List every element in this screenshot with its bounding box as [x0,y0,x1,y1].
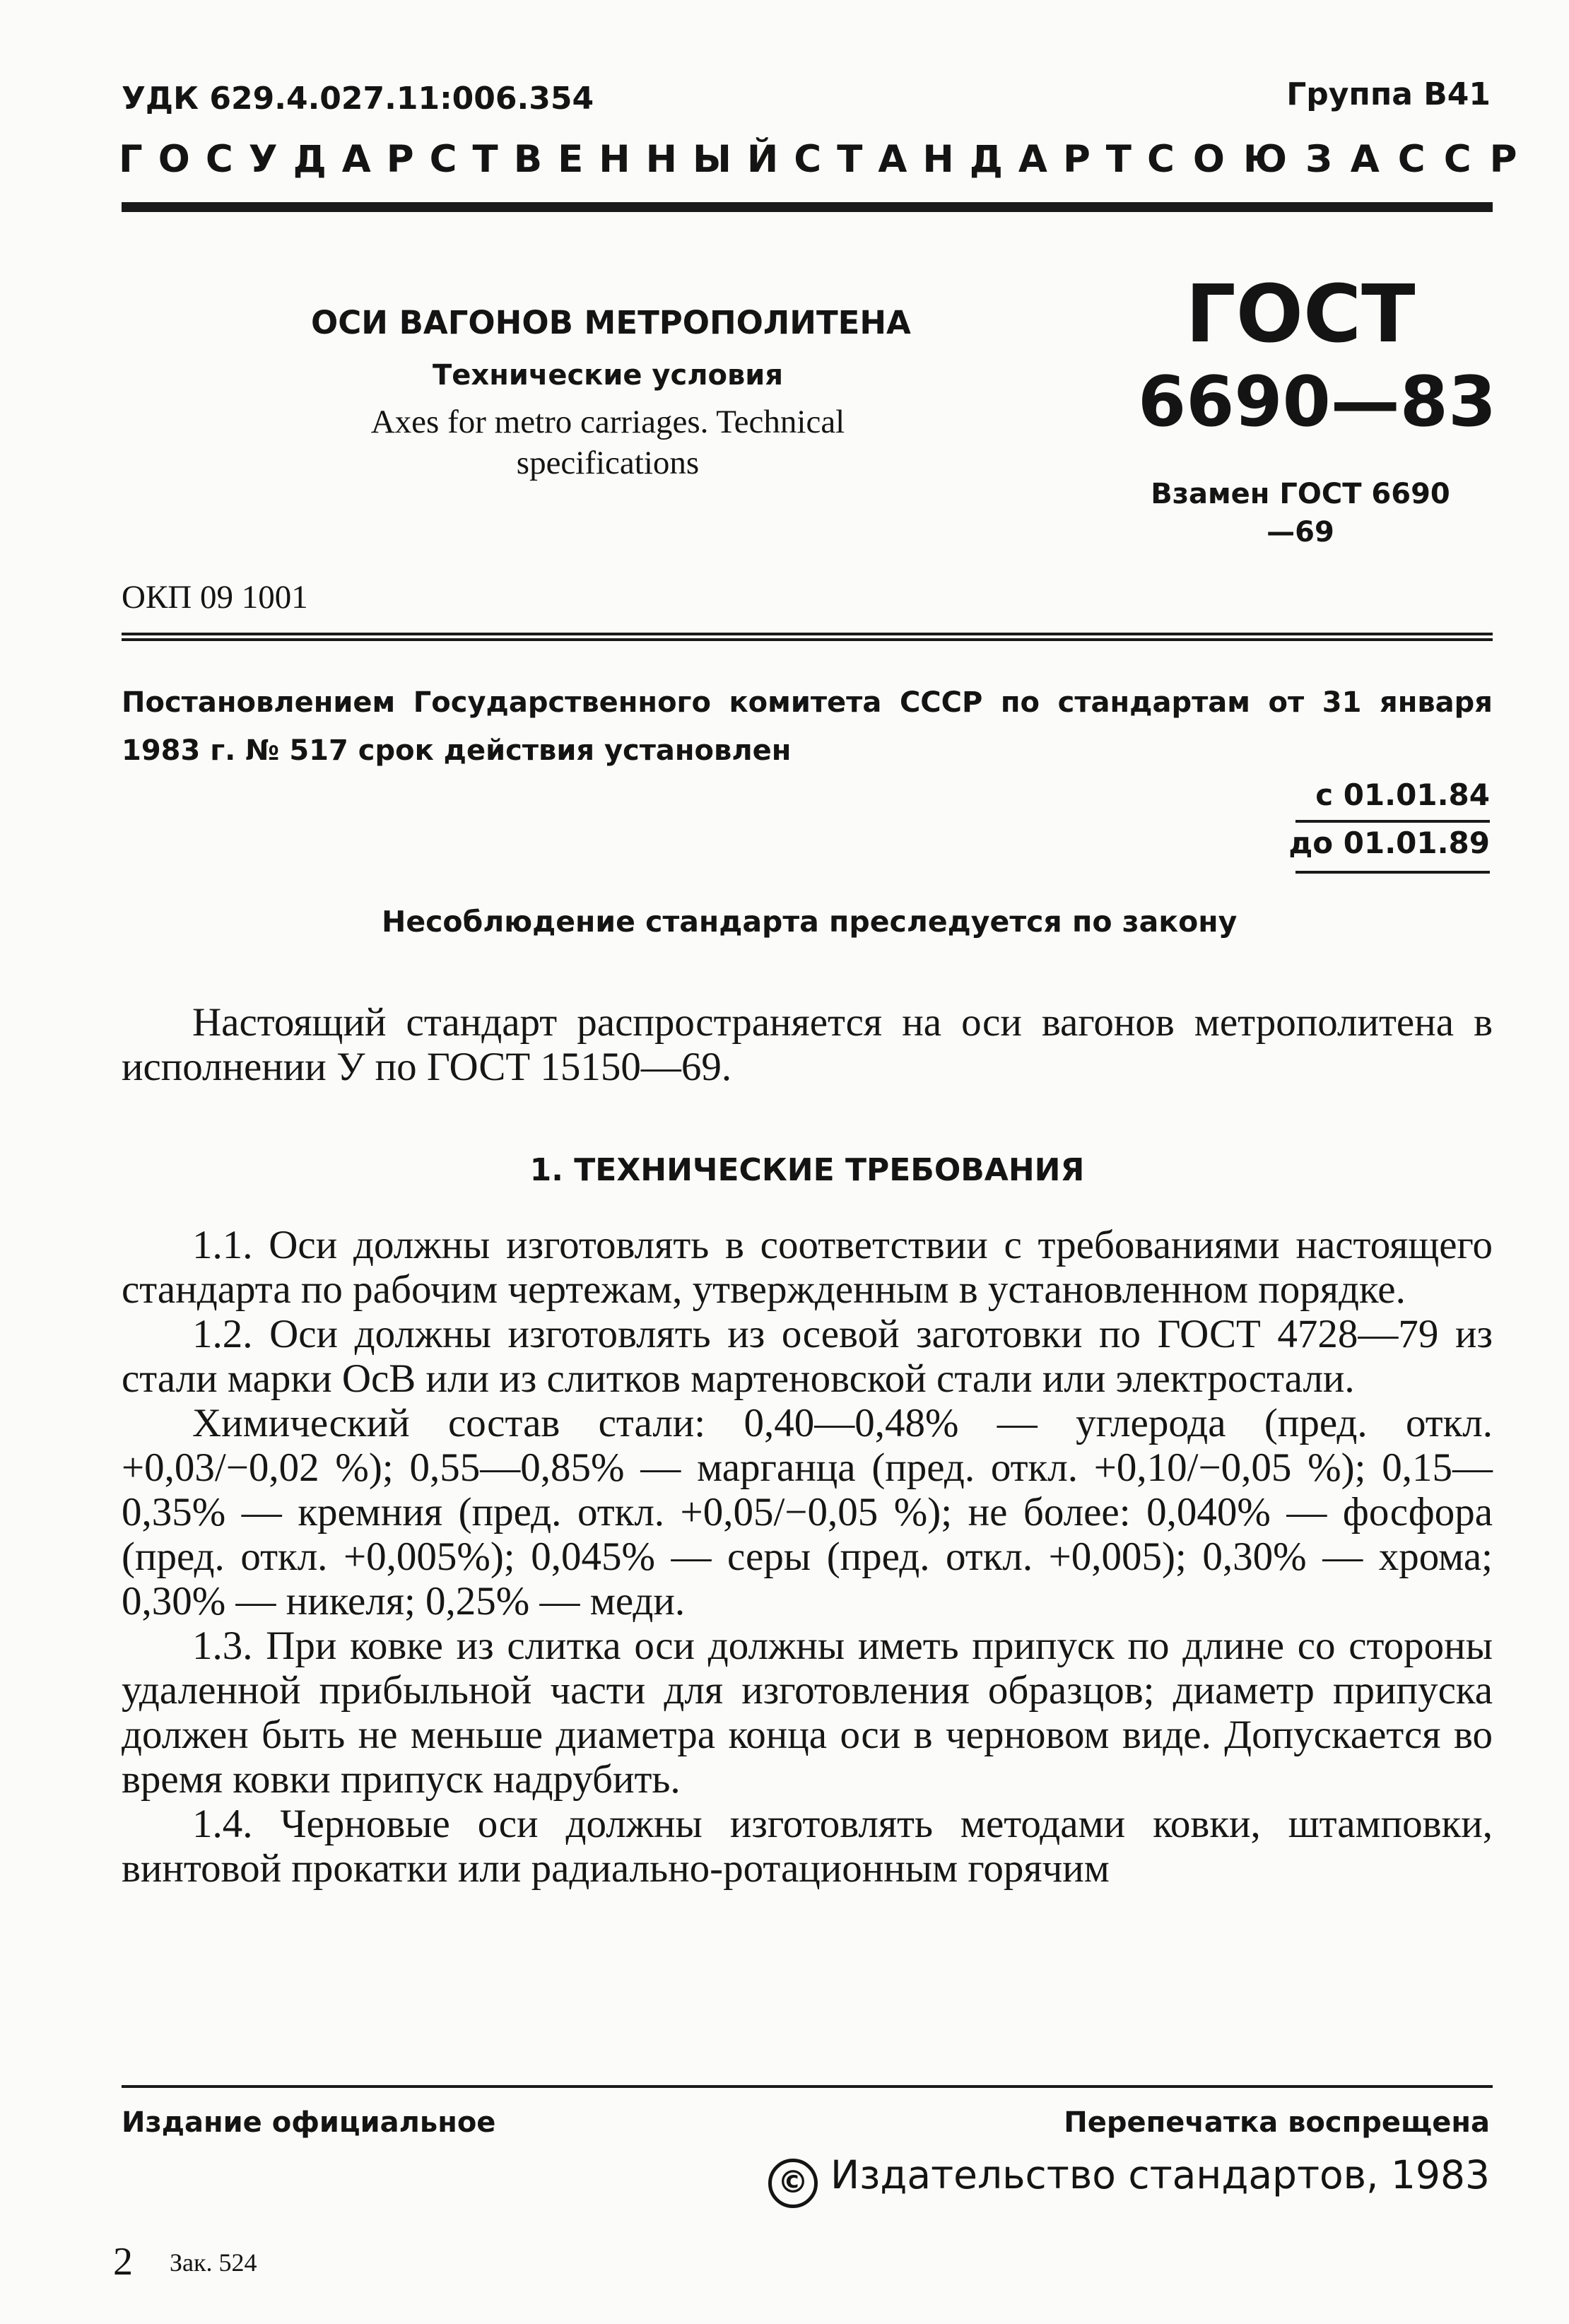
order-number: Зак. 524 [170,2248,257,2277]
date-divider [1295,820,1490,823]
publisher-text: Издательство стандартов, 1983 [830,2152,1490,2197]
clause-1-4: 1.4. Черновые оси должны изготовлять методами ковки, штамповки, винтовой прокатки или радиально-ротационным горячим [122,1802,1493,1891]
copyright-icon: © [768,2159,818,2208]
section-heading: 1. ТЕХНИЧЕСКИЕ ТРЕБОВАНИЯ [529,1152,1085,1188]
title-rule-bottom [122,638,1493,641]
intro-text: Настоящий стандарт распространяется на оси вагонов метрополитена в исполнении У по ГОСТ 15150—69. [122,1000,1493,1089]
intro-paragraph [122,1000,1493,1089]
group-code: Группа В41 [1286,76,1491,112]
document-subtitle: Технические условия [433,359,783,392]
page-number: 2 [113,2240,133,2284]
header-rule [122,202,1493,212]
publisher-line [768,2152,1490,2208]
title-rule-top [122,633,1493,635]
footer-rule [122,2085,1493,2088]
requirements-body [122,1223,1493,1891]
document-title: ОСИ ВАГОНОВ МЕТРОПОЛИТЕНА [311,304,911,341]
clause-1-1: 1.1. Оси должны изготовлять в соответствии с требованиями настоящего стандарта по рабочим чертежам, утвержденным в установленном порядке. [122,1223,1493,1312]
date-underline [1295,871,1490,874]
state-standard-word: СТАНДАРТ [794,138,1147,181]
udk-code: УДК 629.4.027.11:006.354 [122,81,594,117]
clause-1-2: 1.2. Оси должны изготовлять из осевой заготовки по ГОСТ 4728—79 из стали марки ОсВ или из слитков мартеновской стали или электростали. [122,1312,1493,1401]
official-edition: Издание официальное [122,2106,496,2139]
clause-1-3: 1.3. При ковке из слитка оси должны иметь припуск по длине со стороны удаленной прибыльной части для изготовления образцов; диаметр припуска должен быть не меньше диаметра конца оси в черновом виде. Допускается во время ковки припуск надрубить. [122,1624,1493,1802]
decree-text: Постановлением Государственного комитета СССР по стандартам от 31 января 1983 г. № 517 срок действия установлен [122,686,1493,767]
replaces-standard: Взамен ГОСТ 6690—69 [1151,478,1450,548]
law-notice: Несоблюдение стандарта преследуется по закону [382,905,1238,939]
state-standard-word: СОЮЗА [1146,138,1398,181]
okp-code: ОКП 09 1001 [122,579,308,616]
gost-label: ГОСТ [1185,269,1416,360]
effective-to: до 01.01.89 [1288,826,1490,860]
gost-number: 6690—83 [1138,362,1497,442]
chemical-composition: Химический состав стали: 0,40—0,48% — углерода (пред. откл. +0,03/−0,02 %); 0,55—0,85% — марганца (пред. откл. +0,10/−0,05 %); 0,15—0,35% — кремния (пред. откл. +0,05/−0,05 %); не более: 0,040% — фосфора (пред. откл. +0,005%); 0,045% — серы (пред. откл. +0,005); 0,30% — хрома; 0,30% — никеля; 0,25% — меди. [122,1401,1493,1624]
english-title: Axes for metro carriages. Technical specifications [370,404,845,481]
state-standard-word: ССР [1397,138,1536,181]
reprint-notice: Перепечатка воспрещена [1064,2106,1490,2139]
state-standard-heading [119,138,1536,181]
effective-from: с 01.01.84 [1315,777,1490,812]
state-standard-word: ГОСУДАРСТВЕННЫЙ [119,138,794,181]
